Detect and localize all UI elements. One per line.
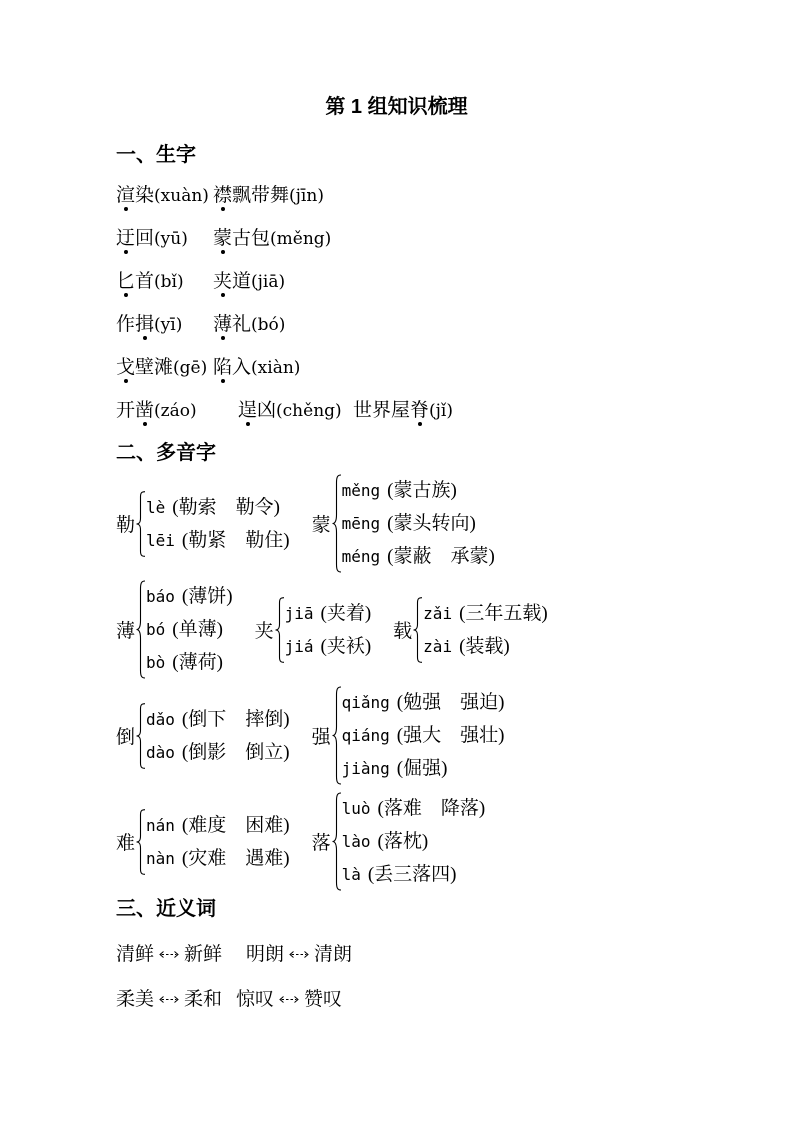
- polyphone-group: [116, 580, 233, 679]
- synonym-pair: [246, 944, 352, 965]
- word-post: 染: [135, 185, 155, 206]
- pronunciation-entry: [342, 752, 505, 785]
- example-words: (倒下 摔倒): [181, 708, 290, 730]
- brace-icon: [332, 686, 341, 785]
- polyphone-char: 难: [116, 833, 136, 854]
- pronunciation-entries: [342, 686, 505, 785]
- word-emph: 襟: [213, 185, 233, 206]
- pronunciation-entry: [342, 825, 486, 858]
- double-arrow-icon: [158, 950, 180, 959]
- brace-icon: [275, 597, 284, 663]
- synonym-row: [116, 989, 723, 1010]
- polyphone-group: [116, 491, 290, 557]
- word-emph: 匕: [116, 271, 136, 292]
- pinyin: luò: [341, 799, 371, 818]
- word-post: 礼: [232, 314, 252, 335]
- word-emph: 凿: [135, 400, 155, 421]
- word-emph: 薄: [213, 314, 233, 335]
- example-words: (灾难 遇难): [181, 847, 290, 869]
- synonym-word-b: 柔和: [184, 989, 223, 1010]
- pronunciation-entry: [342, 540, 495, 573]
- pronunciation-entries: [423, 597, 548, 663]
- pronunciation-entry: [342, 792, 486, 825]
- polyphone-char: 载: [393, 621, 413, 642]
- pronunciation-entries: [146, 809, 290, 875]
- pinyin: jiá: [284, 636, 314, 656]
- polyphone-group: [393, 597, 548, 663]
- page-title: 第 1 组知识梳理: [325, 96, 468, 118]
- vocab-word: [116, 314, 213, 336]
- vocab-word: [116, 400, 238, 422]
- brace-icon: [332, 792, 341, 891]
- pronunciation-entries: [146, 580, 233, 679]
- vocab-word: [116, 271, 213, 293]
- polyphone-group: [116, 809, 290, 875]
- brace-icon: [413, 597, 422, 663]
- word-emph: 渲: [116, 185, 136, 206]
- word-emph: 蒙: [213, 228, 233, 249]
- polyphone-char: 勒: [116, 515, 136, 536]
- synonym-row: [116, 944, 723, 965]
- pinyin: (jiā): [251, 272, 286, 292]
- example-words: (装载): [459, 635, 510, 657]
- pinyin: nán: [146, 815, 175, 835]
- polyphone-char: 落: [311, 833, 331, 854]
- vocab-word: [116, 228, 213, 250]
- polyphone-group: [116, 703, 290, 769]
- word-pre: 作: [116, 314, 136, 335]
- pinyin: zǎi: [423, 603, 453, 623]
- example-words: (强大 强壮): [396, 725, 505, 746]
- pronunciation-entries: [342, 792, 486, 891]
- vocab-row: [116, 271, 723, 293]
- example-words: (倔强): [396, 758, 448, 779]
- vocab-word: [353, 400, 453, 422]
- pinyin: nàn: [146, 848, 175, 868]
- pronunciation-entry: [342, 858, 486, 891]
- pinyin: (chěng): [276, 401, 342, 421]
- polyphone-char: 蒙: [311, 515, 331, 536]
- example-words: (蒙古族): [387, 480, 457, 501]
- synonym-pair: [236, 989, 342, 1010]
- vocab-word: [213, 357, 300, 379]
- word-emph: 陷: [213, 357, 233, 378]
- brace-icon: [136, 491, 145, 557]
- synonym-word-b: 清朗: [314, 944, 353, 965]
- pronunciation-entry: [342, 507, 495, 540]
- example-words: (落枕): [377, 831, 429, 852]
- brace-icon: [136, 580, 145, 679]
- word-emph: 揖: [135, 314, 155, 335]
- pronunciation-entry: [146, 646, 233, 679]
- pinyin: jiàng: [341, 759, 390, 778]
- pronunciation-entry: [342, 474, 495, 507]
- pronunciation-entry: [146, 809, 290, 842]
- pinyin: (bǐ): [154, 272, 184, 292]
- pinyin: bò: [146, 653, 166, 672]
- word-emph: 戈: [116, 357, 136, 378]
- pinyin: (yī): [154, 315, 183, 335]
- vocab-word: [116, 357, 213, 379]
- vocab-row: [116, 228, 723, 250]
- synonym-pair: [116, 989, 222, 1010]
- word-post: 道: [232, 271, 252, 292]
- word-post: 古包: [232, 228, 271, 249]
- polyphone-char: 强: [311, 727, 331, 748]
- pinyin: (yū): [154, 229, 188, 249]
- polyphone-row: [116, 792, 723, 891]
- section-heading-shengzi: 一、生字: [116, 144, 196, 166]
- example-words: (难度 困难): [181, 814, 290, 836]
- section-heading-duoyinzi: 二、多音字: [116, 442, 216, 464]
- pinyin: lēi: [146, 530, 175, 550]
- word-emph: 迂: [116, 228, 136, 249]
- example-words: (蒙头转向): [387, 513, 476, 534]
- example-words: (薄饼): [181, 586, 233, 607]
- vocab-word: [116, 185, 213, 207]
- pronunciation-entry: [146, 613, 233, 646]
- pronunciation-entry: [146, 491, 290, 524]
- polyphone-group: [312, 474, 495, 573]
- pinyin: lè: [146, 497, 166, 517]
- synonym-word-b: 新鲜: [184, 944, 223, 965]
- vocab-row: [116, 185, 723, 207]
- word-emph: 脊: [410, 400, 430, 421]
- polyphone-group: [255, 597, 372, 663]
- vocab-word: [213, 228, 331, 250]
- polyphone-group: [312, 792, 486, 891]
- example-words: (薄荷): [172, 652, 223, 673]
- synonym-word-a: 清鲜: [116, 944, 155, 965]
- vocab-row: [116, 314, 723, 336]
- word-post: 壁滩: [135, 357, 174, 378]
- pronunciation-entry: [146, 736, 290, 769]
- synonym-word-a: 惊叹: [236, 989, 275, 1010]
- word-emph: 夹: [213, 271, 233, 292]
- pinyin: jiā: [284, 603, 314, 623]
- double-arrow-icon: [278, 995, 300, 1004]
- pronunciation-entry: [146, 524, 290, 557]
- double-arrow-icon: [288, 950, 310, 959]
- pinyin: (gē): [173, 358, 208, 378]
- pronunciation-entry: [342, 719, 505, 752]
- pinyin: dǎo: [146, 709, 175, 729]
- pinyin: (jīn): [289, 186, 324, 206]
- synonym-word-b: 赞叹: [304, 989, 343, 1010]
- example-words: (三年五载): [459, 602, 548, 624]
- section-heading-jinyici: 三、近义词: [116, 898, 216, 920]
- pinyin: qiǎng: [341, 693, 390, 712]
- pronunciation-entry: [342, 686, 505, 719]
- pronunciation-entry: [423, 597, 548, 630]
- vocab-row: [116, 357, 723, 379]
- polyphone-group: [312, 686, 505, 785]
- pinyin: là: [341, 865, 361, 884]
- pronunciation-entries: [146, 491, 290, 557]
- word-pre: 开: [116, 400, 136, 421]
- pinyin: mēng: [341, 514, 381, 533]
- polyphone-row: [116, 474, 723, 573]
- example-words: (勒索 勒令): [172, 496, 280, 518]
- pronunciation-entries: [285, 597, 372, 663]
- word-post: 凶: [257, 400, 277, 421]
- word-post: 回: [135, 228, 155, 249]
- pinyin: (bó): [251, 315, 286, 335]
- pronunciation-entries: [146, 703, 290, 769]
- pinyin: měng: [341, 481, 381, 500]
- synonym-pair: [116, 944, 222, 965]
- example-words: (夹着): [320, 602, 372, 624]
- pinyin: (záo): [154, 401, 197, 421]
- synonym-word-a: 明朗: [246, 944, 285, 965]
- polyphone-char: 薄: [116, 621, 136, 642]
- example-words: (丢三落四): [367, 864, 457, 885]
- pinyin: báo: [146, 587, 175, 606]
- vocab-word: [238, 400, 353, 422]
- polyphone-char: 夹: [254, 621, 274, 642]
- brace-icon: [136, 703, 145, 769]
- polyphone-row: [116, 580, 723, 679]
- example-words: (夹袄): [320, 635, 372, 657]
- pinyin: (xuàn): [154, 186, 209, 206]
- double-arrow-icon: [158, 995, 180, 1004]
- vocab-row: [116, 400, 723, 422]
- polyphone-char: 倒: [116, 727, 136, 748]
- word-post: 入: [232, 357, 252, 378]
- example-words: (勉强 强迫): [396, 692, 505, 713]
- pronunciation-entries: [342, 474, 495, 573]
- polyphone-row: [116, 686, 723, 785]
- pronunciation-entry: [285, 597, 372, 630]
- example-words: (单薄): [172, 619, 223, 640]
- vocab-word: [213, 271, 285, 293]
- pronunciation-entry: [146, 580, 233, 613]
- synonym-word-a: 柔美: [116, 989, 155, 1010]
- pronunciation-entry: [285, 630, 372, 663]
- brace-icon: [136, 809, 145, 875]
- brace-icon: [332, 474, 341, 573]
- pinyin: dào: [146, 742, 175, 762]
- pronunciation-entry: [146, 703, 290, 736]
- pinyin: (měng): [270, 229, 332, 249]
- pinyin: (jǐ): [429, 401, 454, 421]
- pinyin: zài: [423, 636, 453, 656]
- word-pre: 世界屋: [353, 400, 411, 421]
- example-words: (倒影 倒立): [181, 741, 290, 763]
- word-post: 飘带舞: [232, 185, 290, 206]
- pinyin: lào: [341, 832, 371, 851]
- pinyin: (xiàn): [251, 358, 301, 378]
- pinyin: qiáng: [341, 726, 390, 745]
- word-post: 首: [135, 271, 155, 292]
- pronunciation-entry: [146, 842, 290, 875]
- pinyin: méng: [341, 547, 381, 566]
- word-emph: 逞: [238, 400, 258, 421]
- vocab-word: [213, 185, 324, 207]
- vocab-word: [213, 314, 285, 336]
- example-words: (落难 降落): [377, 798, 486, 819]
- example-words: (勒紧 勒住): [181, 529, 290, 551]
- example-words: (蒙蔽 承蒙): [387, 546, 495, 567]
- pronunciation-entry: [423, 630, 548, 663]
- pinyin: bó: [146, 620, 166, 639]
